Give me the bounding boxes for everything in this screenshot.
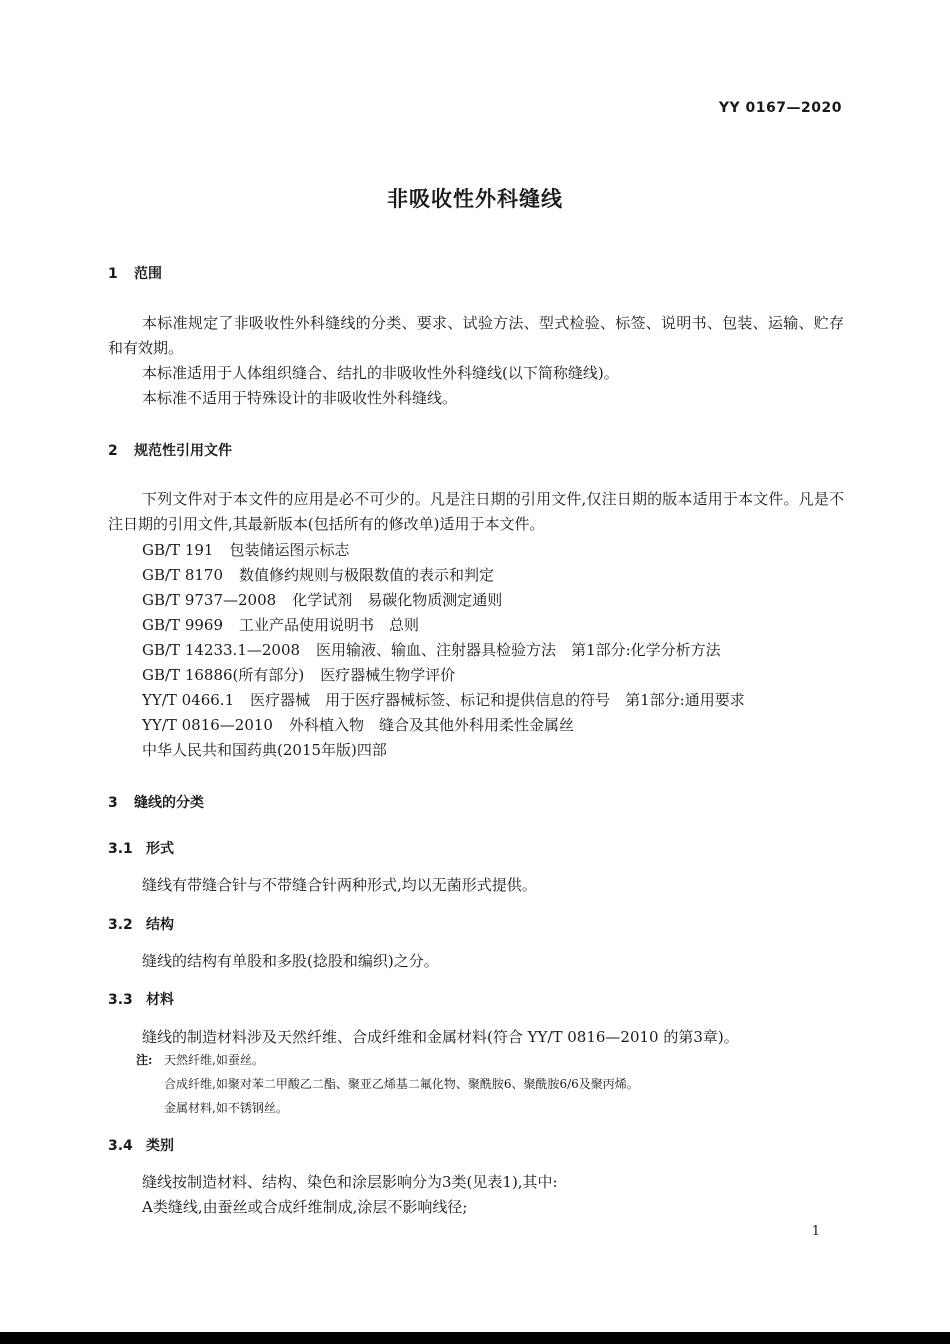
category-text: A类缝线,由蚕丝或合成纤维制成,涂层不影响线径; (142, 1198, 468, 1216)
category-text: 缝线按制造材料、结构、染色和涂层影响分为3类(见表1),其中: (142, 1173, 558, 1191)
section-2-heading (108, 440, 232, 460)
reference-code: YY/T 0466.1 (142, 691, 235, 709)
section-number: 3.3 (108, 992, 133, 1008)
reference-title: 工业产品使用说明书 总则 (239, 616, 420, 634)
section-title: 范围 (134, 266, 162, 282)
section-title: 类别 (146, 1138, 174, 1154)
section-number: 2 (108, 443, 118, 459)
reference-item (142, 664, 455, 685)
section-3-4-heading (108, 1135, 174, 1155)
reference-code: GB/T 191 (142, 541, 214, 559)
scope-paragraph-3: 本标准不适用于特殊设计的非吸收性外科缝线。 (142, 389, 458, 407)
reference-item (142, 539, 349, 560)
reference-code: GB/T 16886(所有部分) (142, 666, 305, 684)
reference-title: 医疗器械生物学评价 (320, 666, 456, 684)
reference-code: YY/T 0816—2010 (142, 716, 273, 734)
reference-title: 医用输液、输血、注射器具检验方法 第1部分:化学分析方法 (316, 641, 721, 659)
reference-code: GB/T 9969 (142, 616, 224, 634)
section-1-heading (108, 263, 162, 283)
scope-paragraph-1: 本标准规定了非吸收性外科缝线的分类、要求、试验方法、型式检验、标签、说明书、包装、运输、贮存和有效期。 (108, 314, 844, 357)
scope-paragraph-2: 本标准适用于人体组织缝合、结扎的非吸收性外科缝线(以下简称缝线)。 (142, 364, 619, 382)
reference-item (142, 714, 574, 735)
reference-code: 中华人民共和国药典(2015年版)四部 (142, 741, 387, 759)
reference-item (142, 689, 745, 710)
section-title: 材料 (146, 992, 174, 1008)
reference-item (142, 564, 494, 585)
reference-item (142, 589, 502, 610)
section-title: 规范性引用文件 (134, 443, 232, 459)
reference-title: 数值修约规则与极限数值的表示和判定 (239, 566, 495, 584)
section-3-1-heading (108, 838, 174, 858)
reference-title: 化学试剂 易碳化物质测定通则 (292, 591, 503, 609)
reference-code: GB/T 14233.1—2008 (142, 641, 301, 659)
note-line: 天然纤维,如蚕丝。 (164, 1053, 264, 1067)
form-text: 缝线有带缝合针与不带缝合针两种形式,均以无菌形式提供。 (142, 876, 537, 894)
section-number: 1 (108, 266, 118, 282)
section-number: 3.4 (108, 1138, 133, 1154)
section-3-3-heading (108, 989, 174, 1009)
section-title: 结构 (146, 917, 174, 933)
document-title: 非吸收性外科缝线 (387, 187, 563, 211)
note-label: 注: (136, 1053, 153, 1067)
section-3-heading (108, 792, 204, 812)
page-number: 1 (811, 1224, 820, 1239)
section-title: 缝线的分类 (134, 795, 204, 811)
section-number: 3.1 (108, 841, 133, 857)
reference-item (142, 639, 721, 660)
structure-text: 缝线的结构有单股和多股(捻股和编织)之分。 (142, 952, 439, 970)
bottom-border (0, 1332, 950, 1344)
section-title: 形式 (146, 841, 174, 857)
reference-item (142, 739, 387, 760)
note-line: 合成纤维,如聚对苯二甲酸乙二酯、聚亚乙烯基二氟化物、聚酰胺6、聚酰胺6/6及聚丙烯。 (164, 1077, 639, 1091)
section-number: 3 (108, 795, 118, 811)
note-line: 金属材料,如不锈钢丝。 (164, 1101, 288, 1115)
section-number: 3.2 (108, 917, 133, 933)
reference-item (142, 614, 419, 635)
section-3-2-heading (108, 914, 174, 934)
reference-code: GB/T 8170 (142, 566, 224, 584)
reference-title: 包装储运图示标志 (229, 541, 350, 559)
material-text: 缝线的制造材料涉及天然纤维、合成纤维和金属材料(符合 YY/T 0816—2010 的第3章)。 (142, 1028, 739, 1046)
reference-title: 外科植入物 缝合及其他外科用柔性金属丝 (288, 716, 574, 734)
reference-code: GB/T 9737—2008 (142, 591, 277, 609)
reference-title: 医疗器械 用于医疗器械标签、标记和提供信息的符号 第1部分:通用要求 (250, 691, 745, 709)
references-intro: 下列文件对于本文件的应用是必不可少的。凡是注日期的引用文件,仅注日期的版本适用于本文件。凡是不注日期的引用文件,其最新版本(包括所有的修改单)适用于本文件。 (108, 490, 844, 533)
document-code: YY 0167—2020 (718, 100, 842, 116)
